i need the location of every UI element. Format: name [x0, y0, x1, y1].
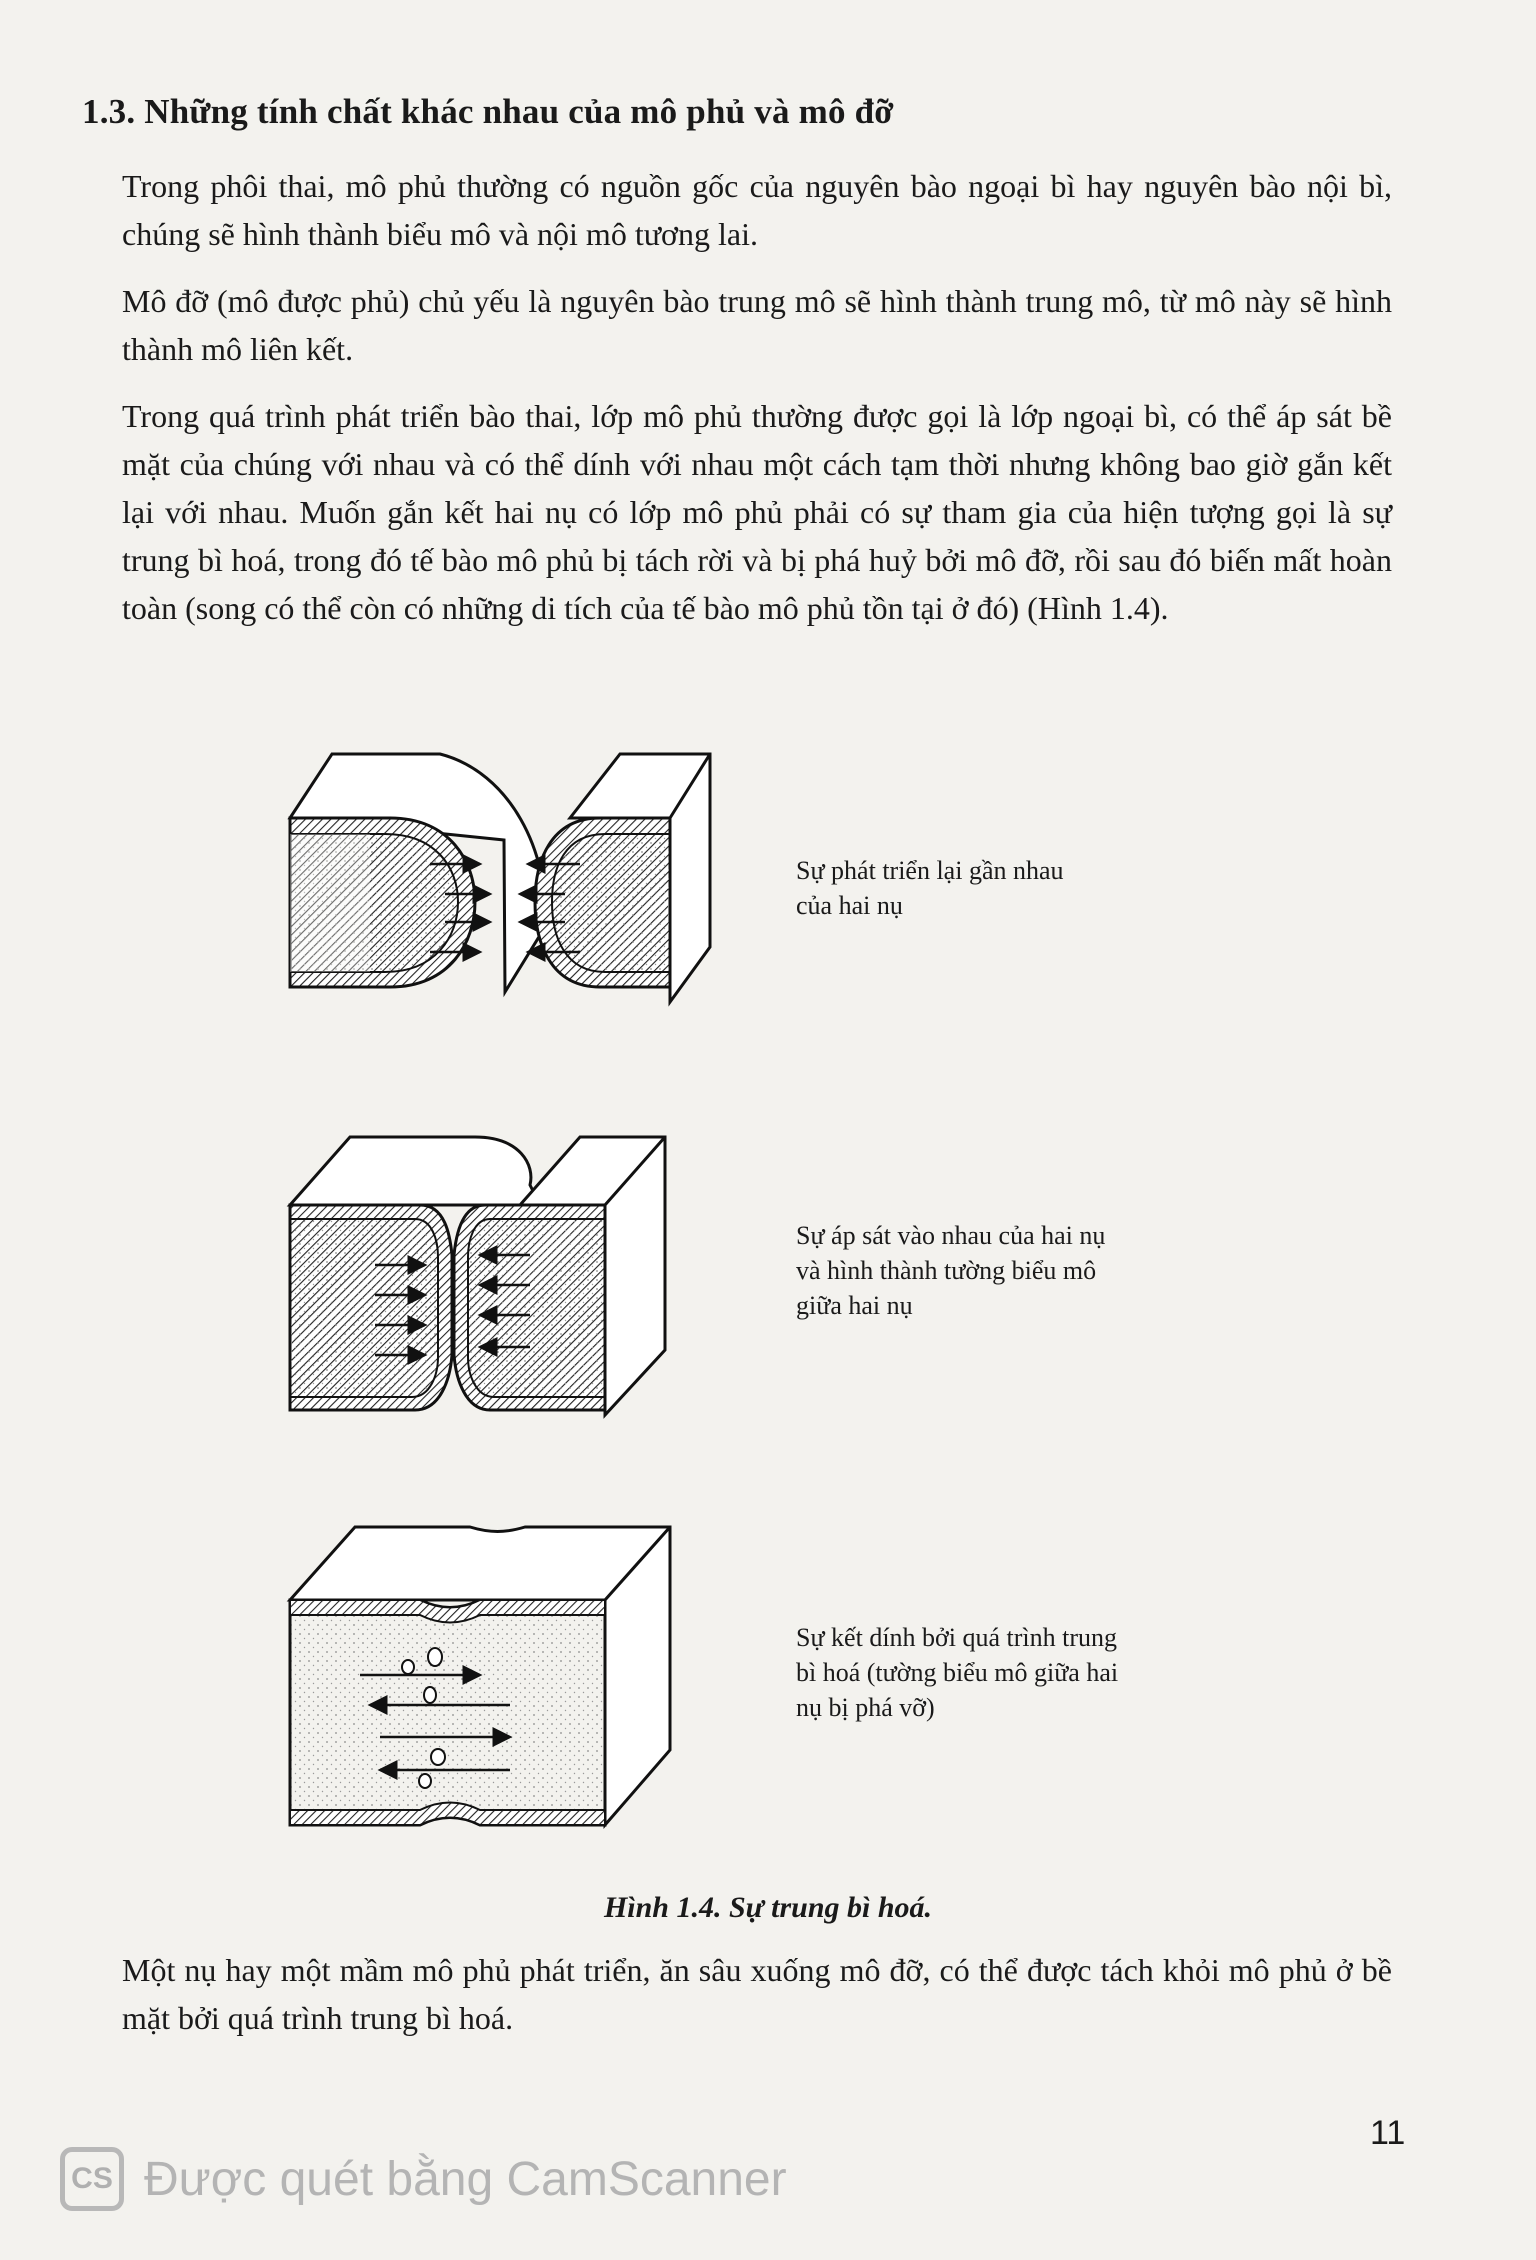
figure-panel-fused-buds	[280, 1515, 700, 1855]
page-number: 11	[1370, 2114, 1406, 2152]
figure-label-1: Sự phát triển lại gần nhau của hai nụ	[796, 856, 1064, 920]
paragraph-4: Một nụ hay một mầm mô phủ phát triển, ăn sâu xuống mô đỡ, có thể được tách khỏi mô phủ ở bề mặt bởi quá trình trung bì hoá.	[122, 1952, 1392, 2036]
camscanner-watermark	[60, 2144, 787, 2214]
figure-panel-adjoined-buds	[280, 1125, 700, 1445]
figure-panel-approaching-buds	[280, 742, 730, 1027]
figure-label-3: Sự kết dính bởi quá trình trung bì hoá (tường biểu mô giữa hai nụ bị phá vỡ)	[796, 1623, 1119, 1722]
paragraph-2: Mô đỡ (mô được phủ) chủ yếu là nguyên bào trung mô sẽ hình thành trung mô, từ mô này sẽ hình thành mô liên kết.	[122, 283, 1392, 367]
figure-caption: Hình 1.4. Sự trung bì hoá.	[603, 1891, 933, 1924]
paragraph-1: Trong phôi thai, mô phủ thường có nguồn gốc của nguyên bào ngoại bì hay nguyên bào nội bì, chúng sẽ hình thành biểu mô và nội mô tương lai.	[122, 168, 1392, 252]
paragraph-3: Trong quá trình phát triển bào thai, lớp mô phủ thường được gọi là lớp ngoại bì, có thể áp sát bề mặt của chúng với nhau và có thể dính với nhau một cách tạm thời nhưng không bao giờ gắn kết lại với nhau. Muốn gắn kết hai nụ có lớp mô phủ phải có sự tham gia của hiện tượng gọi là sự trung bì hoá, trong đó tế bào mô phủ bị tách rời và bị phá huỷ bởi mô đỡ, rồi sau đó biến mất hoàn toàn (song có thể còn có những di tích của tế bào mô phủ tồn tại ở đó) (Hình 1.4).	[122, 398, 1392, 626]
camscanner-logo-icon: CS	[60, 2147, 124, 2211]
section-heading: 1.3. Những tính chất khác nhau của mô phủ và mô đỡ	[82, 92, 894, 131]
camscanner-text: Được quét bằng CamScanner	[144, 2152, 787, 2206]
figure-label-2: Sự áp sát vào nhau của hai nụ và hình thành tường biểu mô giữa hai nụ	[796, 1221, 1106, 1320]
